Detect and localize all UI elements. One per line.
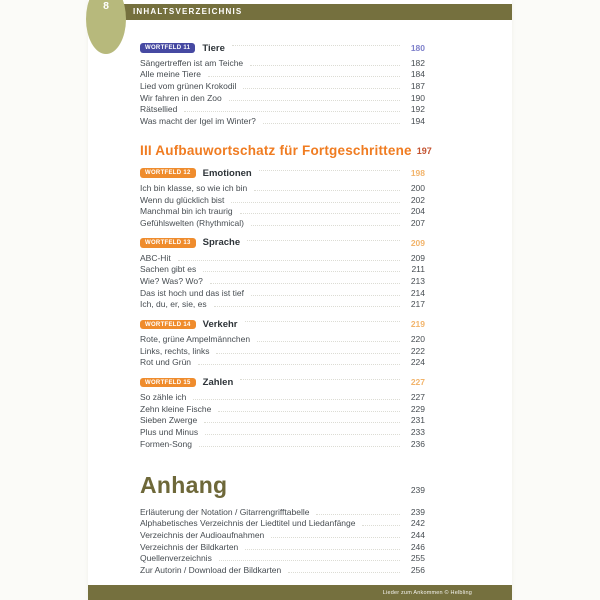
wortfeld-title: Zahlen (202, 376, 234, 388)
wortfeld-badge: WORTFELD 14 (140, 320, 196, 330)
song-page: 192 (410, 104, 425, 115)
header-bar (102, 4, 512, 20)
leader-dots (245, 321, 400, 322)
wortfeld-title: Sprache (202, 237, 241, 249)
leader-dots (251, 225, 400, 226)
wortfeld-page: 227 (410, 377, 425, 388)
anhang-item-row (140, 517, 425, 529)
song-page: 187 (410, 81, 425, 92)
leader-dots (251, 295, 400, 296)
leader-dots (214, 306, 400, 307)
leader-dots (229, 100, 400, 101)
wortfeld-badge: WORTFELD 12 (140, 168, 196, 178)
book-page (88, 0, 512, 600)
leader-dots (254, 190, 400, 191)
song-page: 182 (410, 57, 425, 68)
wortfeld-heading-row (140, 316, 425, 332)
leader-dots (204, 422, 400, 423)
anhang-item-row (140, 528, 425, 540)
leader-dots (205, 434, 400, 435)
leader-dots (316, 514, 400, 515)
leader-dots (288, 572, 400, 573)
leader-dots (208, 76, 400, 77)
song-page: 184 (410, 69, 425, 80)
wortfeld-title: Verkehr (202, 318, 238, 330)
song-row (140, 274, 425, 286)
song-row (140, 332, 425, 344)
leader-dots (210, 283, 400, 284)
part-heading-page: 197 (416, 146, 432, 157)
song-page: 204 (410, 206, 425, 217)
wortfeld-title: Tiere (202, 42, 225, 54)
song-page: 209 (410, 252, 425, 263)
song-row (140, 390, 425, 402)
leader-dots (184, 111, 400, 112)
leader-dots (232, 45, 400, 46)
leader-dots (240, 379, 400, 380)
anhang-item-title: Verzeichnis der Bildkarten (140, 541, 239, 552)
song-title: Rot und Grün (140, 357, 192, 368)
leader-dots (178, 260, 400, 261)
song-title: So zähle ich (140, 392, 187, 403)
anhang-title: Anhang (140, 471, 228, 498)
leader-dots (219, 560, 400, 561)
song-page: 231 (410, 415, 425, 426)
song-row (140, 216, 425, 228)
leader-dots (231, 202, 400, 203)
song-title: Rote, grüne Ampelmännchen (140, 334, 251, 344)
wortfeld-heading-row (140, 374, 425, 390)
song-row (140, 263, 425, 275)
song-row (140, 56, 425, 68)
leader-dots (193, 399, 400, 400)
song-row (140, 68, 425, 80)
anhang-item-row (140, 563, 425, 575)
leader-dots (240, 213, 400, 214)
song-title: Ich bin klasse, so wie ich bin (140, 182, 248, 193)
wortfeld-badge: WORTFELD 13 (140, 238, 196, 248)
song-row (140, 437, 425, 449)
part-heading-title: III Aufbauwortschatz für Fortgeschrittene (140, 143, 412, 159)
anhang-item-page: 239 (410, 506, 425, 517)
song-row (140, 114, 425, 126)
song-row (140, 91, 425, 103)
page-number-blob (86, 0, 126, 54)
wortfeld-badge: WORTFELD 15 (140, 378, 196, 388)
page-header-title: INHALTSVERZEICHNIS (133, 7, 243, 16)
song-page: 200 (410, 182, 425, 193)
anhang-item-title: Erläuterung der Notation / Gitarrengrifftabelle (140, 506, 310, 517)
wortfeld-page: 180 (410, 43, 425, 53)
anhang-item-row (140, 540, 425, 552)
song-row (140, 298, 425, 310)
song-page: 194 (410, 116, 425, 127)
leader-dots (245, 549, 400, 550)
anhang-items (140, 505, 425, 575)
anhang-item-title: Zur Autorin / Download der Bildkarten (140, 564, 282, 575)
anhang-item-row (140, 552, 425, 564)
song-page: 229 (410, 403, 425, 414)
anhang-item-page: 255 (410, 553, 425, 564)
song-title: ABC-Hit (140, 252, 171, 263)
leader-dots (247, 240, 400, 241)
wortfeld-page: 209 (410, 237, 425, 248)
song-page: 190 (410, 92, 425, 103)
song-title: Wenn du glücklich bist (140, 194, 225, 205)
leader-dots (263, 123, 400, 124)
leader-dots (216, 353, 400, 354)
anhang-item-title: Quellenverzeichnis (140, 553, 212, 564)
song-page: 236 (410, 438, 425, 449)
wortfeld-heading-row (140, 40, 425, 56)
song-title: Sängertreffen ist am Teiche (140, 57, 244, 68)
song-title: Was macht der Igel im Winter? (140, 116, 256, 127)
anhang-heading-page: 239 (410, 484, 425, 495)
anhang-heading-row (140, 465, 425, 499)
song-row (140, 103, 425, 115)
table-of-contents (140, 40, 432, 575)
leader-dots (250, 65, 400, 66)
leader-dots (243, 88, 400, 89)
song-title: Das ist hoch und das ist tief (140, 287, 244, 298)
song-row (140, 79, 425, 91)
footer-text: Lieder zum Ankommen © Helbling (382, 589, 472, 596)
song-title: Wie? Was? Wo? (140, 275, 203, 286)
song-title: Rätsellied (140, 104, 178, 115)
leader-dots (199, 446, 400, 447)
song-title: Manchmal bin ich traurig (140, 206, 233, 217)
song-title: Sieben Zwerge (140, 415, 198, 426)
wortfeld-title: Emotionen (202, 167, 252, 179)
song-row (140, 251, 425, 263)
song-row (140, 344, 425, 356)
anhang-item-page: 242 (410, 518, 425, 529)
song-title: Sachen gibt es (140, 264, 197, 275)
part-heading-row (140, 138, 432, 159)
song-row (140, 205, 425, 217)
song-row (140, 193, 425, 205)
song-row (140, 286, 425, 298)
song-page: 213 (410, 275, 425, 286)
song-row (140, 181, 425, 193)
song-row (140, 356, 425, 368)
leader-dots (362, 525, 400, 526)
anhang-item-title: Alphabetisches Verzeichnis der Liedtitel und Liedanfänge (140, 518, 356, 529)
anhang-item-page: 244 (410, 529, 425, 540)
wortfeld-page: 198 (410, 168, 425, 179)
leader-dots (198, 364, 400, 365)
song-page: 220 (410, 334, 425, 344)
song-title: Zehn kleine Fische (140, 403, 212, 414)
leader-dots (271, 537, 400, 538)
wortfeld-page: 219 (410, 319, 425, 330)
song-row (140, 402, 425, 414)
song-page: 211 (411, 264, 425, 275)
wortfeld-heading-row (140, 165, 425, 181)
song-page: 224 (410, 357, 425, 368)
song-row (140, 414, 425, 426)
song-page: 227 (410, 392, 425, 403)
anhang-item-row (140, 505, 425, 517)
anhang-item-title: Verzeichnis der Audioaufnahmen (140, 529, 265, 540)
wortfeld-badge: WORTFELD 11 (140, 43, 195, 53)
song-title: Links, rechts, links (140, 345, 210, 356)
leader-dots (259, 170, 400, 171)
song-title: Gefühlswelten (Rhythmical) (140, 217, 244, 228)
song-title: Formen-Song (140, 438, 192, 449)
song-title: Lied vom grünen Krokodil (140, 81, 237, 92)
leader-dots (218, 411, 400, 412)
song-title: Alle meine Tiere (140, 69, 201, 80)
anhang-item-page: 256 (410, 564, 425, 575)
wortfeld-heading-row (140, 235, 425, 251)
song-page: 233 (410, 427, 425, 438)
song-page: 217 (410, 299, 425, 310)
song-page: 207 (410, 217, 425, 228)
leader-dots (257, 341, 400, 342)
footer-bar (88, 585, 512, 600)
page-number: 8 (103, 0, 109, 12)
song-page: 214 (410, 287, 425, 298)
song-title: Wir fahren in den Zoo (140, 92, 222, 103)
leader-dots (203, 271, 400, 272)
song-row (140, 425, 425, 437)
anhang-item-page: 246 (410, 541, 425, 552)
song-page: 222 (410, 345, 425, 356)
song-page: 202 (410, 194, 425, 205)
song-title: Plus und Minus (140, 427, 199, 438)
song-title: Ich, du, er, sie, es (140, 299, 207, 310)
